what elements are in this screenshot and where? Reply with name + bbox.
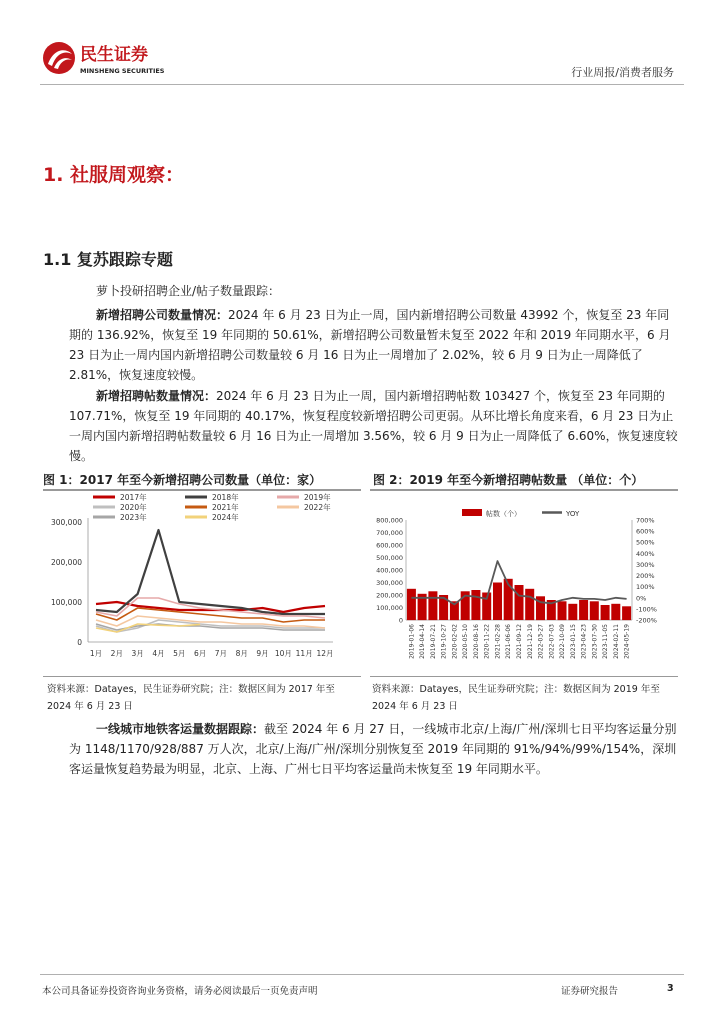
- x-tick-label: 1月: [89, 649, 103, 658]
- bar: [471, 590, 480, 620]
- left-y-tick-label: 700,000: [376, 529, 403, 537]
- bar: [515, 585, 524, 620]
- figure-1-chart: [43, 492, 361, 672]
- x-tick-label: 2021-12-19: [526, 624, 534, 659]
- x-tick-label: 12月: [316, 649, 334, 658]
- figure-2-source-rule: [370, 676, 678, 677]
- x-tick-label: 6月: [193, 649, 207, 658]
- paragraph-lead: 新增招聘帖数量情况：: [96, 389, 217, 403]
- x-tick-label: 2月: [110, 649, 123, 658]
- report-category: 行业周报/消费者服务: [571, 66, 674, 79]
- x-tick-label: 2019-10-27: [440, 624, 448, 659]
- paragraph-body: 2024 年 6 月 23 日为止一周，国内新增招聘帖数 103427 个，恢复至 23 年同期的 107.71%，恢复至 19 年同期的 40.17%，恢复程度较新增招聘公司更弱。从环比增长角度来看，6 月 23 日为止一周内国内新增招聘帖数量较 6 月 16 日为止一周增加 3.56%，较 6 月 9 日为止一周降低了 6.60%，恢复速度较慢。: [69, 389, 678, 463]
- left-y-tick-label: 500,000: [376, 554, 403, 562]
- x-tick-label: 2021-06-06: [505, 624, 513, 659]
- x-tick-label: 2022-07-03: [548, 624, 556, 659]
- x-tick-label: 2019-04-14: [419, 624, 427, 659]
- x-tick-label: 2020-05-10: [462, 624, 470, 659]
- left-y-tick-label: 300,000: [376, 579, 403, 587]
- paragraph-new-companies: [69, 305, 679, 385]
- left-y-tick-label: 100,000: [376, 604, 403, 612]
- right-y-tick-label: -200%: [636, 616, 657, 625]
- legend-swatch-bars: [462, 509, 482, 516]
- right-y-tick-label: 0%: [636, 594, 647, 603]
- figure-1-source: 资料来源：Datayes，民生证券研究院；注：数据区间为 2017 年至 2024 年 6 月 23 日: [47, 684, 335, 712]
- x-tick-label: 9月: [256, 649, 269, 658]
- bar: [622, 606, 631, 620]
- x-tick-label: 4月: [152, 649, 165, 658]
- y-tick-label: 100,000: [50, 598, 82, 607]
- y-tick-label: 0: [77, 638, 82, 647]
- footer-divider: [40, 974, 684, 975]
- bar: [525, 589, 534, 620]
- legend-label-2024年: 2024年: [212, 513, 239, 522]
- right-y-tick-label: 200%: [636, 572, 655, 581]
- x-tick-label: 2021-02-28: [494, 624, 502, 659]
- legend-label-2017年: 2017年: [120, 493, 147, 502]
- left-y-tick-label: 600,000: [376, 541, 403, 550]
- left-y-tick-label: 800,000: [376, 516, 403, 525]
- legend-label-2020年: 2020年: [120, 503, 147, 512]
- bar: [601, 605, 610, 620]
- series-line-2018年: [96, 530, 325, 614]
- paragraph-subway: [69, 719, 679, 779]
- bar: [558, 601, 567, 620]
- x-tick-label: 2023-11-05: [602, 624, 610, 659]
- x-tick-label: 2023-07-30: [591, 624, 599, 659]
- logo-text-cn: 民生证券: [80, 45, 148, 65]
- paragraph-body: 2024 年 6 月 23 日为止一周，国内新增招聘公司数量 43992 个，恢复至 23 年同期的 136.92%，恢复至 19 年同期的 50.61%，新增招聘公司数量暂未复至 2022 年和 2019 年同期水平，6 月 23 日为止一周内国内新增招聘公司数量较 6 月 16 日为止一周增加了 2.02%，较 6 月 9 日为止一周降低了 2.81%，恢复速度较慢。: [69, 308, 671, 382]
- footer-report-type: 证券研究报告: [561, 986, 619, 997]
- minsheng-logo: [40, 38, 190, 78]
- figure-2-chart: [370, 506, 678, 676]
- footer-disclaimer: 本公司具备证券投资咨询业务资格，请务必阅读最后一页免责声明: [42, 986, 318, 997]
- x-tick-label: 2024-05-19: [623, 624, 631, 659]
- right-y-tick-label: 600%: [636, 527, 655, 536]
- paragraph-new-posts: [69, 386, 679, 466]
- bar: [407, 589, 416, 620]
- x-tick-label: 2023-04-23: [580, 624, 588, 659]
- x-tick-label: 5月: [173, 649, 186, 658]
- figure-2-title: 图 2：2019 年至今新增招聘帖数量 （单位：个）: [373, 473, 644, 487]
- bar: [493, 583, 502, 621]
- logo-mark-icon: [43, 42, 75, 74]
- x-tick-label: 2023-01-15: [569, 624, 577, 659]
- x-tick-label: 2024-02-11: [612, 624, 620, 659]
- figure-2-source: 资料来源：Datayes，民生证券研究院；注：数据区间为 2019 年至 2024 年 6 月 23 日: [372, 684, 660, 712]
- y-tick-label: 300,000: [50, 518, 82, 527]
- x-tick-label: 2020-02-02: [451, 624, 459, 659]
- right-y-tick-label: 500%: [636, 538, 655, 547]
- paragraph-lead: 一线城市地铁客运量数据跟踪：: [96, 722, 265, 736]
- left-y-tick-label: 200,000: [376, 591, 403, 600]
- x-tick-label: 3月: [131, 649, 144, 658]
- x-tick-label: 7月: [214, 649, 228, 658]
- figure-1-source-rule: [43, 676, 361, 677]
- intro-line: 萝卜投研招聘企业/帖子数量跟踪：: [96, 284, 281, 298]
- right-y-tick-label: 400%: [636, 549, 655, 558]
- bar: [568, 604, 577, 620]
- subsection-title: 1.1 复苏跟踪专题: [43, 250, 173, 269]
- x-tick-label: 8月: [235, 649, 248, 658]
- figure-2-rule: [370, 489, 678, 491]
- x-tick-label: 2020-11-22: [483, 624, 491, 659]
- right-y-tick-label: 300%: [636, 560, 655, 569]
- x-tick-label: 2019-01-06: [408, 624, 416, 659]
- right-y-tick-label: 700%: [636, 516, 655, 525]
- legend-label-2019年: 2019年: [304, 493, 331, 502]
- x-tick-label: 2022-10-09: [559, 624, 567, 659]
- x-tick-label: 2022-03-27: [537, 624, 545, 659]
- y-tick-label: 200,000: [50, 558, 82, 567]
- figure-1-rule: [43, 489, 361, 491]
- page-number: 3: [667, 983, 674, 994]
- logo-text-en: MINSHENG SECURITIES: [80, 67, 165, 75]
- right-y-tick-label: -100%: [636, 605, 657, 614]
- x-tick-label: 2020-08-16: [472, 624, 480, 659]
- right-y-tick-label: 100%: [636, 583, 655, 592]
- bar: [590, 601, 599, 620]
- legend-label-2021年: 2021年: [212, 503, 239, 512]
- legend-label-2023年: 2023年: [120, 513, 147, 522]
- legend-label-2022年: 2022年: [304, 503, 331, 512]
- bar: [428, 591, 437, 620]
- figure-1-title: 图 1：2017 年至今新增招聘公司数量（单位：家）: [43, 473, 322, 487]
- legend-label-2018年: 2018年: [212, 493, 239, 502]
- x-tick-label: 11月: [295, 649, 313, 658]
- paragraph-lead: 新增招聘公司数量情况：: [96, 308, 229, 322]
- bar: [611, 604, 620, 620]
- legend-label-yoy: YOY: [566, 510, 580, 518]
- section-title: 1. 社服周观察：: [43, 164, 185, 186]
- bar: [579, 600, 588, 620]
- paragraph-body: 截至 2024 年 6 月 27 日，一线城市北京/上海/广州/深圳七日平均客运量分别为 1148/1170/928/887 万人次，北京/上海/广州/深圳分别恢复至 2019 年同期的 91%/94%/99%/154%，深圳客运量恢复趋势最为明显，北京、上海、广州七日平均客运量尚未恢复至 19 年同期水平。: [69, 722, 677, 776]
- x-tick-label: 10月: [274, 649, 292, 658]
- x-tick-label: 2019-07-21: [429, 624, 437, 659]
- left-y-tick-label: 400,000: [376, 566, 403, 575]
- header-divider: [40, 84, 684, 85]
- legend-label-bars: 帖数（个）: [486, 510, 521, 518]
- x-tick-label: 2021-09-12: [516, 624, 523, 659]
- left-y-tick-label: 0: [398, 616, 403, 625]
